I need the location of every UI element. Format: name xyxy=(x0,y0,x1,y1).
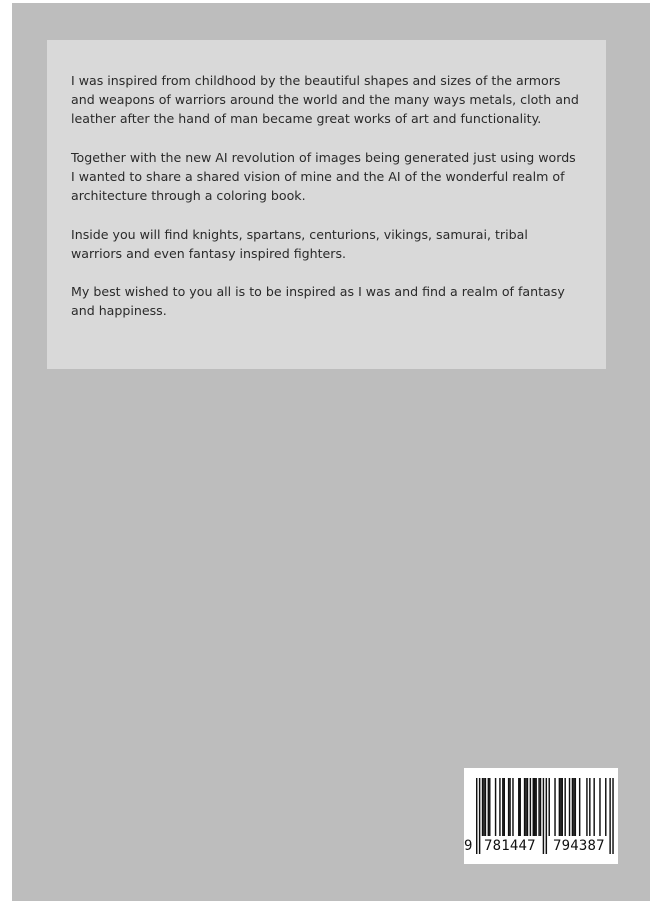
barcode-bar xyxy=(524,778,525,836)
barcode-bar xyxy=(599,778,600,836)
barcode-bar xyxy=(527,778,528,836)
barcode-bar xyxy=(586,778,587,836)
barcode-bar xyxy=(479,778,480,854)
barcode-bar xyxy=(504,778,505,836)
blurb-paragraph-1: I was inspired from childhood by the beautiful shapes and sizes of the armors and weapons of warriors around the world and the many ways metals, cloth and leather after the hand of man became great works of art and functionality. xyxy=(71,73,579,127)
barcode-bar xyxy=(534,778,535,836)
barcode-bar xyxy=(549,778,550,836)
barcode-bar xyxy=(538,778,539,836)
barcode-bar xyxy=(489,778,490,836)
barcode-bar xyxy=(579,778,580,836)
barcode-bar xyxy=(609,778,610,854)
barcode-bar xyxy=(535,778,536,836)
barcode-bar xyxy=(575,778,576,836)
blurb-paragraph-4: My best wished to you all is to be inspired as I was and find a realm of fantasy and happiness. xyxy=(71,284,565,319)
barcode-bar xyxy=(509,778,510,836)
blurb-panel xyxy=(47,40,606,369)
barcode-bar xyxy=(572,778,573,836)
barcode-bar xyxy=(573,778,574,836)
barcode-bar xyxy=(482,778,483,836)
barcode-bar xyxy=(530,778,531,836)
blurb-paragraph-3: Inside you will find knights, spartans, centurions, vikings, samurai, tribal warriors and even fantasy inspired fighters. xyxy=(71,226,528,261)
barcode-bar xyxy=(605,778,606,836)
barcode-bar xyxy=(518,778,519,836)
barcode-bar xyxy=(560,778,561,836)
blurb-paragraph-2: Together with the new AI revolution of images being generated just using words I wanted to share a shared vision of mine and the AI of the wonderful realm of architecture through a coloring book. xyxy=(71,149,576,204)
barcode-bar xyxy=(488,778,489,836)
barcode-bar xyxy=(476,778,477,854)
barcode-bar xyxy=(525,778,526,836)
barcode-bar xyxy=(502,778,503,836)
barcode-bar xyxy=(559,778,560,836)
back-cover xyxy=(12,3,650,901)
barcode-bar xyxy=(569,778,570,836)
barcode-bar xyxy=(520,778,521,836)
barcode-bar xyxy=(593,778,594,836)
barcode-bar xyxy=(543,778,544,854)
barcode-bar xyxy=(508,778,509,836)
barcode-bar xyxy=(512,778,513,836)
barcode-right-group: 794387 xyxy=(553,838,605,854)
barcode-bar xyxy=(533,778,534,836)
barcode-bar xyxy=(540,778,541,836)
barcode-bar xyxy=(589,778,590,836)
barcode-bar xyxy=(562,778,563,836)
barcode-left-group: 781447 xyxy=(484,838,536,854)
barcode-bar xyxy=(554,778,555,836)
barcode-bar xyxy=(485,778,486,836)
barcode-bar xyxy=(495,778,496,836)
barcode-bar xyxy=(483,778,484,836)
isbn-barcode xyxy=(464,768,618,864)
barcode-bar xyxy=(499,778,500,836)
barcode-bar xyxy=(564,778,565,836)
barcode-first-digit: 9 xyxy=(464,838,473,854)
barcode-bar xyxy=(546,778,547,854)
barcode-bar xyxy=(612,778,613,854)
